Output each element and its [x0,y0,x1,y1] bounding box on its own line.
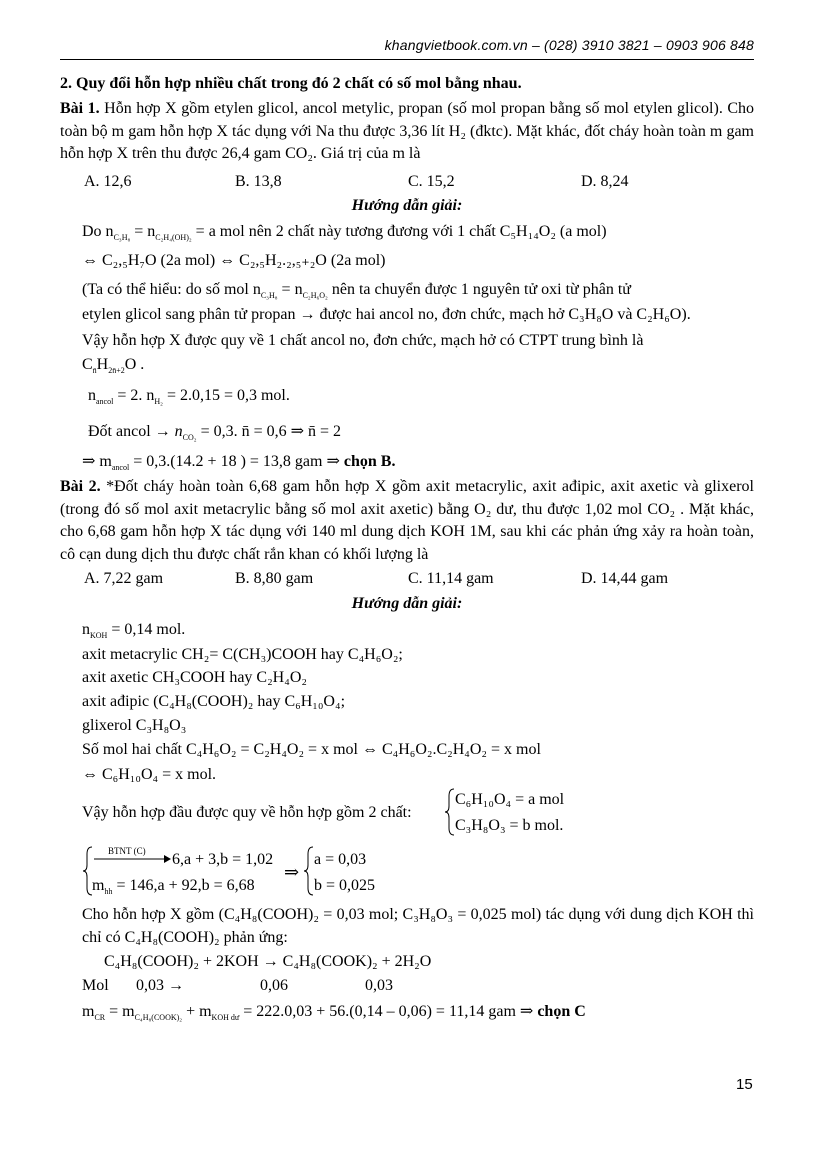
solution-b: b = 0,025 [314,877,376,894]
bai1-line8-a: Đốt ancol → [88,423,171,440]
mol-value-3: 0,03 [365,977,393,994]
bai1-line2: ⇔ C₂,₅H₇O (2a mol) ⇔ C₂,₅H₂.₂,₅₊₂O (2a mol) [82,252,386,269]
bai1-line3-b: nên ta chuyển được 1 nguyên tử oxi từ phân tử [331,281,631,298]
bai2-question-text: *Đốt cháy hoàn toàn 6,68 gam hỗn hợp X gồm axit metacrylic, axit ađipic, axit axetic và glixerol (trong đó số mol axit metacrylic bằng số mol axit axetic) bằng O₂ dư, thu được 1,02 mol CO₂ . Mặt khác, cho 6,68 gam hỗn hợp X tác dụng với 140 ml dung dịch KOH 1M, sau khi các phản ứng xảy ra hoàn toàn, cô cạn dung dịch thu được chất rắn khan có khối lượng là [60,478,755,563]
bai2-option-c: C. 11,14 gam [408,570,494,587]
bai1-line3-a: (Ta có thể hiểu: do số mol [82,281,249,298]
btnt-arrow [94,854,172,864]
implies-symbol: ⇒ [284,862,300,882]
bai2-line8: Vậy hỗn hợp đầu được quy về hỗn hợp gồm 2 chất: [82,804,412,821]
bai2-line1-text: = 0,14 mol. [111,621,186,638]
bai2-guide-title: Hướng dẫn giải: [351,595,463,612]
bai2-final-text: = 222.0,03 + 56.(0,14 – 0,06) = 11,14 gam ⇒ [243,1003,534,1020]
bai1-line5: Vậy hỗn hợp X được quy về 1 chất ancol no, đơn chức, mạch hở có CTPT trung bình là [82,332,644,349]
bai1-line9: ⇒ $m_{ancol} = 0,3.(14.2 + 18$ ) = 13,8 gam ⇒ chọn B. [82,453,396,472]
bai2-final: $m_{CR} = m_{C_4H_8(COOK)_2} + m_{KOH dư} = 222.0,03 + 56.(0,14 - 0,06) = 11,14$ gam ⇒ chọn C [82,1003,586,1022]
bai2-answer: chọn C [537,1003,586,1020]
mol-label: Mol [82,977,109,994]
bai2-line7: ⇔ C₆H₁₀O₄ = x mol. [82,766,217,783]
bai2-line3: axit axetic CH₃COOH hay C₂H₄O₂ [82,669,307,686]
bai2-question [60,476,754,566]
bai1-line9-a: ⇒ m [82,453,112,470]
bai1-option-c: C. 15,2 [408,173,455,190]
bai2-line6: Số mol hai chất C₄H₆O₂ = C₂H₄O₂ = x mol ⇔ C₄H₆O₂.C₂H₄O₂ = x mol [82,741,541,758]
bai1-line4: etylen glicol sang phân tử propan → được hai ancol no, đơn chức, mạch hở C₃H₈O và C₂H₆O). [82,306,691,323]
bai1-line7-a: = 2. n [117,387,155,404]
bai1-question-text: Hỗn hợp X gồm etylen glicol, ancol metylic, propan (số mol propan bằng số mol etylen glicol). Cho toàn bộ m gam hỗn hợp X tác dụng với Na thu được 3,36 lít H₂ (đktc). Mặt khác, đốt cháy hoàn toàn m gam hỗn hợp X trên thu được 26,4 gam CO₂. Giá trị của m là [60,100,755,162]
bai1-option-a: A. 12,6 [84,173,132,190]
equation-1: 6,a + 3,b = 1,02 [172,851,274,868]
equation-2-text: = 146,a + 92,b = 6,68 [116,877,255,894]
section-title: 2. Quy đổi hỗn hợp nhiều chất trong đó 2 chất có số mol bằng nhau. [60,75,522,92]
bai1-line9-b: = 0,3.(14.2 + 18 ) = 13,8 gam ⇒ [133,453,340,470]
bai1-line7: $n_{ancol} = 2$. $n_{H_2} = 2.0,15 = 0,3$ mol. [88,387,290,406]
bai2-line5: glixerol C₃H₈O₃ [82,717,187,734]
bai2-label: Bài 2. [60,478,101,495]
bai1-line1: Do $n_{C_3H_8} = n_{C_2H_4(OH)_2} = a$ mol nên 2 chất này tương đương với 1 chất C₅H₁₄O₂ (a mol) [82,223,607,242]
bai2-line2: axit metacrylic CH₂= C(CH₃)COOH hay C₄H₆O₂; [82,646,403,663]
bai2-option-a: A. 7,22 gam [84,570,164,587]
system-line1: C₆H₁₀O₄ = a mol [455,791,565,808]
header-divider [60,59,754,60]
bai1-line1-text: = a mol nên 2 chất này tương đương với 1 chất C₅H₁₄O₂ (a mol) [195,223,607,240]
equation-2: $m_{hh} = 146,a + 92,b = 6,68$ [92,877,255,896]
bai1-line3: (Ta có thể hiểu: do số mol $n_{C_3H_8} = n_{C_2H_6O_2}$ nên ta chuyển được 1 nguyên tử oxi từ phân tử [82,281,631,300]
page-header: khangvietbook.com.vn – (028) 3910 3821 – 0903 906 848 [384,37,754,53]
solution-a: a = 0,03 [314,851,367,868]
bai1-line6: $C_{n̄}H_{2n̄+2}O$ . [82,356,145,375]
bai1-guide-title: Hướng dẫn giải: [351,197,463,214]
system-line2: C₃H₈O₃ = b mol. [455,817,564,834]
bai1-option-d: D. 8,24 [581,173,629,190]
bai2-line9: Cho hỗn hợp X gồm (C₄H₈(COOH)₂ = 0,03 mol; C₃H₈O₃ = 0,025 mol) tác dụng với dung dịch KOH thì chỉ có C₄H₈(COOH)₂ phản ứng: [82,906,754,946]
bai1-label: Bài 1. [60,100,100,117]
mol-value-2: 0,06 [260,977,288,994]
bai2-line1: $n_{KOH} = 0,14$ mol. [82,621,186,640]
bai1-line7-b: = 2.0,15 = 0,3 mol. [166,387,290,404]
bai2-option-d: D. 14,44 gam [581,570,669,587]
page-number: 15 [736,1076,753,1093]
bai2-line4: axit ađipic (C₄H₈(COOH)₂ hay C₆H₁₀O₄; [82,693,346,710]
bai2-option-b: B. 8,80 gam [235,570,314,587]
bai1-answer: chọn B. [343,453,396,470]
bai1-question [60,98,754,166]
mol-value-1: 0,03 → [136,977,184,994]
reaction-equation: C₄H₈(COOH)₂ + 2KOH → C₄H₈(COOK)₂ + 2H₂O [104,953,432,970]
bai1-line8: Đốt ancol → $n_{CO_2} = 0,3$. n̄ = 0,6 ⇒ n̄ = 2 [88,423,342,442]
bai1-option-b: B. 13,8 [235,173,282,190]
btnt-label: BTNT (C) [108,846,146,856]
